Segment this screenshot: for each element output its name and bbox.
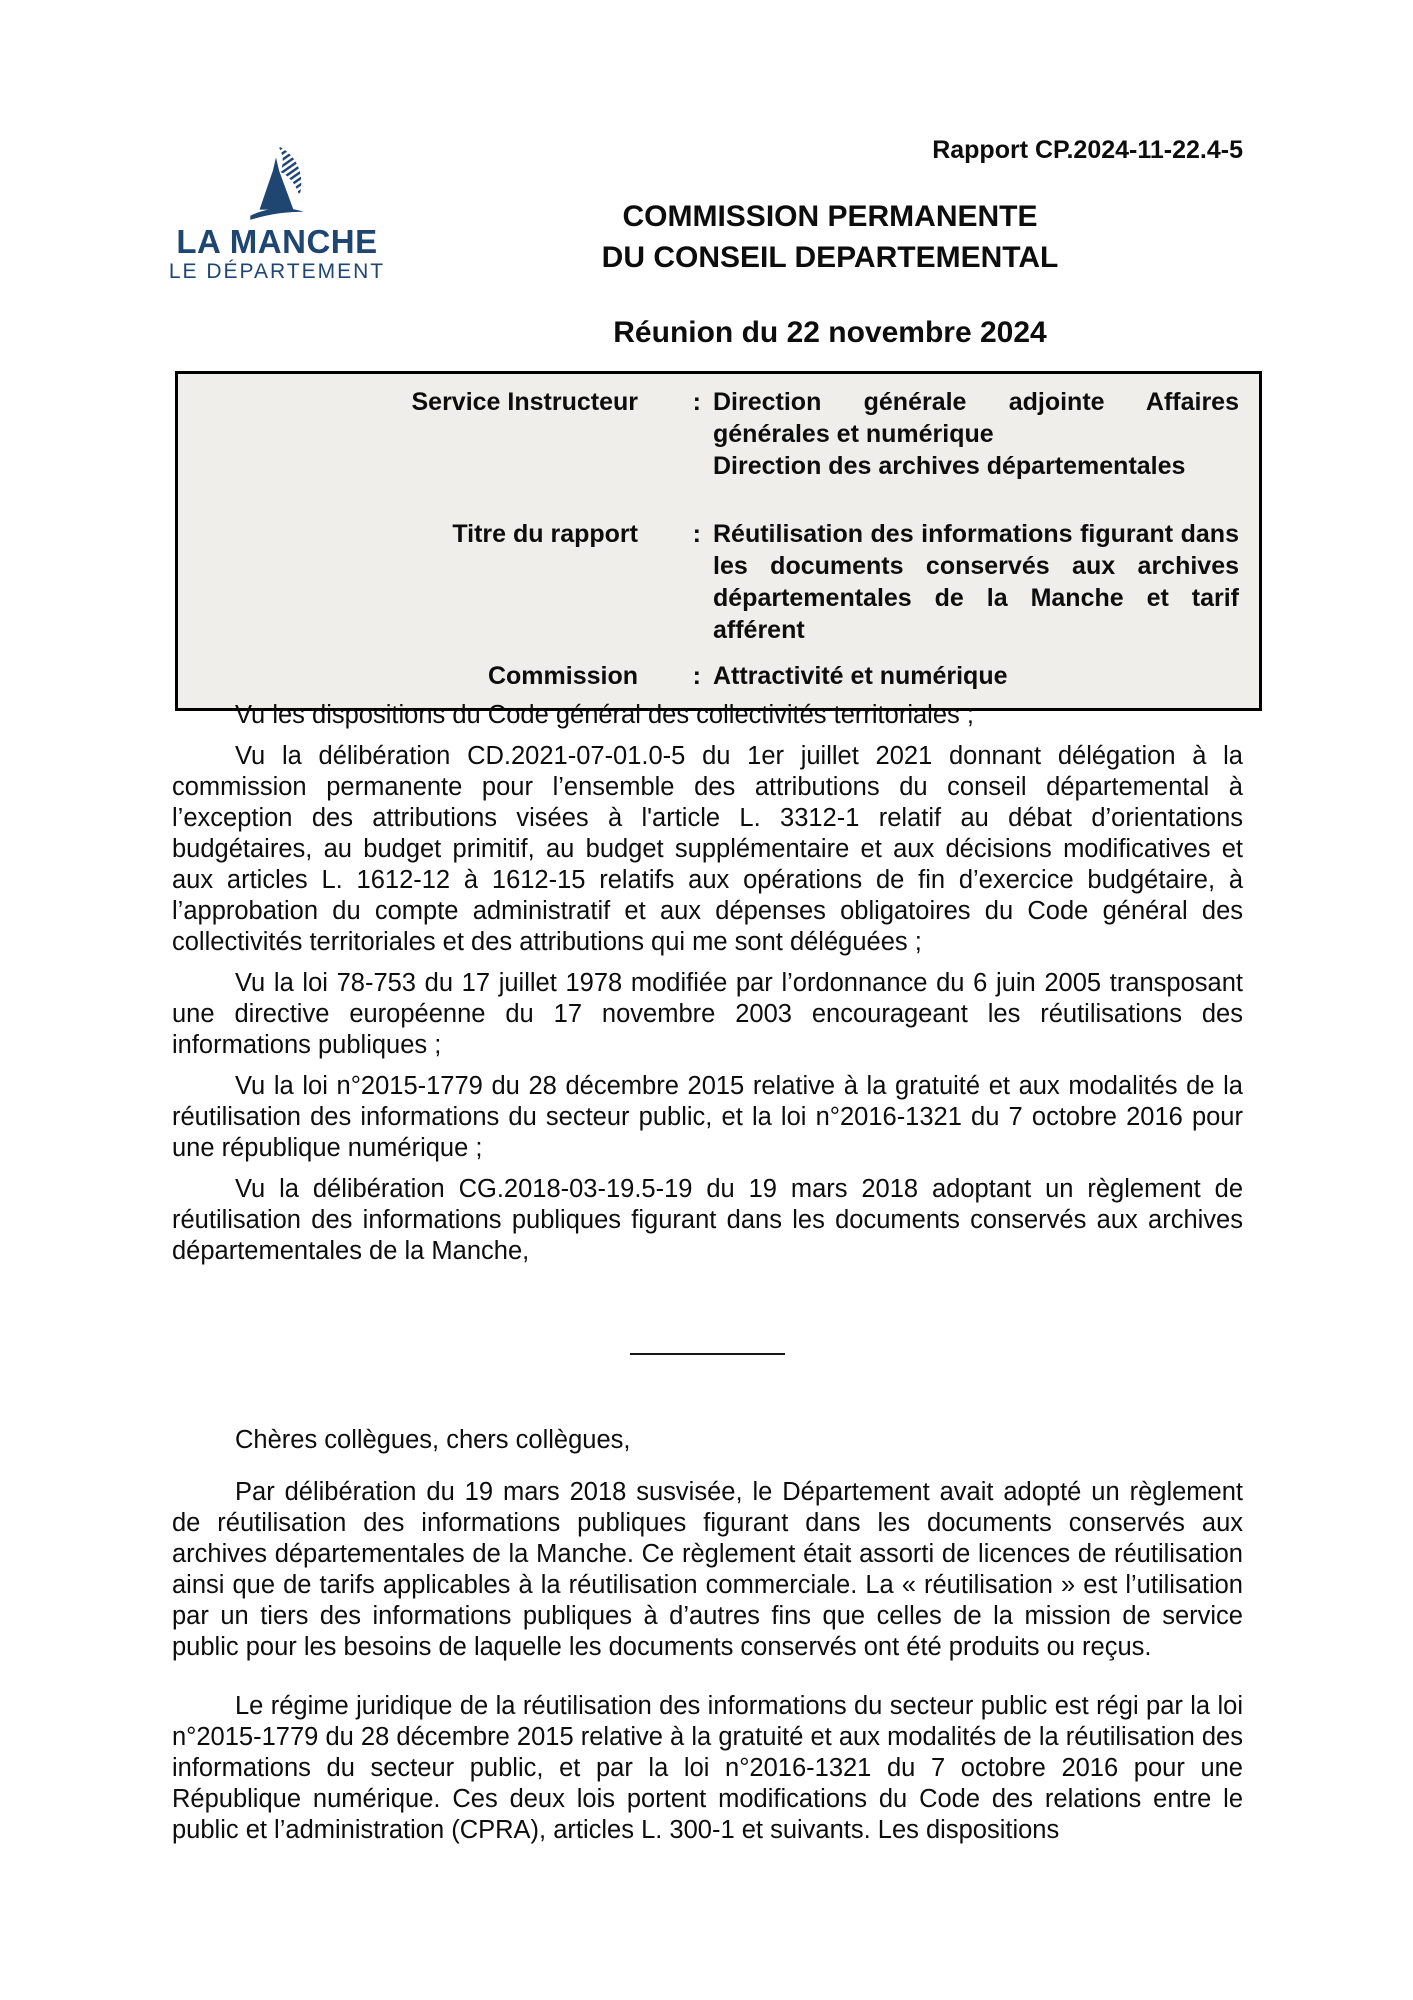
logo-subtitle: LE DÉPARTEMENT <box>168 260 386 283</box>
recital-paragraph: Vu la délibération CG.2018-03-19.5-19 du 19 mars 2018 adoptant un règlement de réutilisation des informations publiques figurant dans les documents conservés aux archives départementales de la Manche, <box>172 1175 1243 1265</box>
meeting-title: Réunion du 22 novembre 2024 <box>613 316 1047 349</box>
row-label: Service Instructeur <box>411 388 638 416</box>
org-title-line2: DU CONSEIL DEPARTEMENTAL <box>601 241 1059 274</box>
row-value-line: Direction générale adjointe Affaires générales et numérique <box>713 388 1239 448</box>
recital-paragraph: Vu la loi 78-753 du 17 juillet 1978 modifiée par l’ordonnance du 6 juin 2005 transposant une directive européenne du 17 novembre 2003 encourageant les réutilisations des informations publiques ; <box>172 969 1243 1059</box>
mont-saint-michel-icon <box>240 144 314 224</box>
body-paragraph: Par délibération du 19 mars 2018 susvisée, le Département avait adopté un règlement de réutilisation des informations publiques figurant dans les documents conservés aux archives départementales de la Manche. Ce règlement était assorti de licences de réutilisation ainsi que de tarifs applicables à la réutilisation commerciale. La « réutilisation » est l’utilisation par un tiers des informations publiques à d’autres fins que celles de la mission de service public pour les besoins de laquelle les documents conservés ont été produits ou reçus. <box>172 1478 1243 1661</box>
body-paragraph: Le régime juridique de la réutilisation des informations du secteur public est régi par la loi n°2015-1779 du 28 décembre 2015 relative à la gratuité et aux modalités de la réutilisation des informations du secteur public, et par la loi n°2016-1321 du 7 octobre 2016 pour une République numérique. Ces deux lois portent modifications du Code des relations entre le public et l’administration (CPRA), articles L. 300-1 et suivants. Les dispositions <box>172 1692 1243 1844</box>
recital-paragraph: Vu les dispositions du Code général des collectivités territoriales ; <box>235 701 974 729</box>
logo-name: LA MANCHE <box>176 223 378 260</box>
row-label: Titre du rapport <box>452 520 638 548</box>
row-label: Commission <box>487 662 638 690</box>
row-value-line: Attractivité et numérique <box>713 662 1008 690</box>
row-separator: : <box>692 388 701 416</box>
document-body <box>172 690 1243 1846</box>
table-row-service-instructeur <box>178 386 1239 482</box>
report-reference: Rapport CP.2024-11-22.4-5 <box>932 136 1243 164</box>
recital-paragraph: Vu la délibération CD.2021-07-01.0-5 du 1er juillet 2021 donnant délégation à la commission permanente pour l’ensemble des attributions du conseil départemental à l’exception des attributions visées à l'article L. 3312-1 relatif au débat d’orientations budgétaires, au budget primitif, au budget supplémentaire et aux décisions modificatives et aux articles L. 1612-12 à 1612-15 relatifs aux opérations de fin d’exercice budgétaire, à l’approbation du compte administratif et aux dépenses obligatoires du Code général des collectivités territoriales et des attributions qui me sont déléguées ; <box>172 742 1243 956</box>
row-value <box>713 660 1239 692</box>
table-row-titre-du-rapport <box>178 518 1239 646</box>
salutation: Chères collègues, chers collègues, <box>235 1426 631 1454</box>
recital-paragraph: Vu la loi n°2015-1779 du 28 décembre 2015 relative à la gratuité et aux modalités de la réutilisation des informations du secteur public, et la loi n°2016-1321 du 7 octobre 2016 pour une république numérique ; <box>172 1072 1243 1162</box>
org-title-line1: COMMISSION PERMANENTE <box>622 200 1038 233</box>
la-manche-logo <box>168 144 386 284</box>
org-title <box>555 196 1105 278</box>
row-separator: : <box>692 662 701 690</box>
row-value <box>713 518 1239 646</box>
table-row-commission <box>178 660 1239 692</box>
row-value-line: Direction des archives départementales <box>713 452 1186 480</box>
row-separator: : <box>692 520 701 548</box>
row-value-line: Réutilisation des informations figurant dans les documents conservés aux archives départementales de la Manche et tarif afférent <box>713 520 1239 644</box>
wave-swoosh-shape <box>250 208 303 220</box>
section-divider <box>630 1353 785 1355</box>
report-info-table <box>175 371 1262 711</box>
row-value <box>713 386 1239 482</box>
